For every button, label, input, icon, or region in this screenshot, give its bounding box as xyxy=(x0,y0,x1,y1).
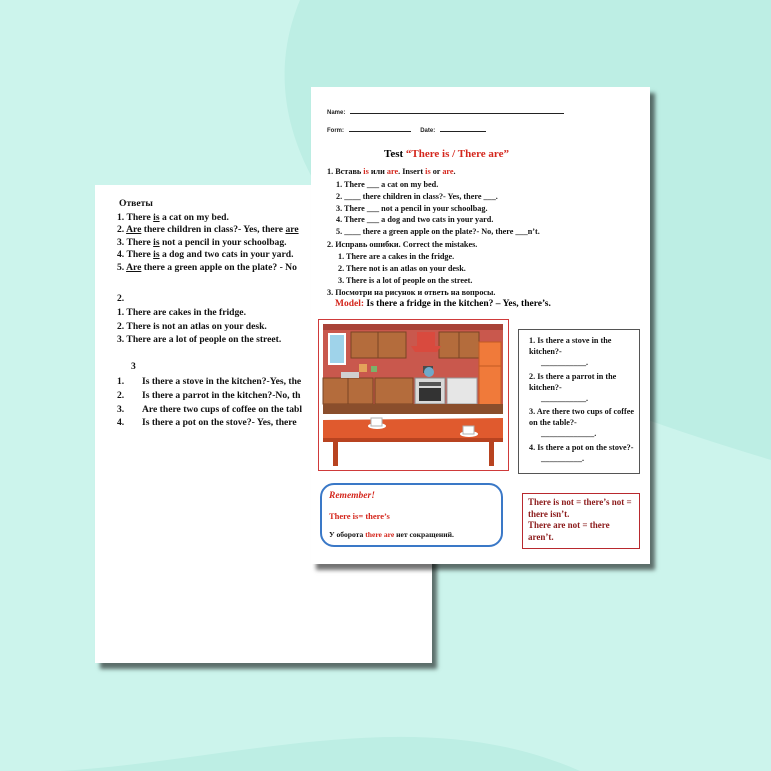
form-field-line[interactable] xyxy=(349,123,411,132)
name-field-line[interactable] xyxy=(350,105,564,114)
name-row xyxy=(327,99,564,118)
task1-item: 2. ____ there children in class?- Yes, there ___. xyxy=(336,191,498,201)
answer-3-1: 1. Is there a stove in the kitchen?-Yes, the xyxy=(117,376,302,387)
questions-box xyxy=(518,329,640,474)
remember-bubble xyxy=(320,483,503,547)
task1-title: 1. Вставь is или are. Insert is or are. xyxy=(327,167,456,176)
remember-rule: There is= there’s xyxy=(329,511,390,521)
answer-1-1: 1. There is a cat on my bed. xyxy=(117,212,229,223)
task1-item: 3. There ___ not a pencil in your schoolbag. xyxy=(336,203,488,213)
answer-3-3: 3. Are there two cups of coffee on the tabl xyxy=(117,403,303,415)
name-label: Name: xyxy=(327,110,346,116)
answer-1-2: 2. Are there children in class?- Yes, there are xyxy=(117,224,299,236)
answer-3-4: 4. Is there a pot on the stove?- Yes, there xyxy=(117,417,297,429)
form-date-row xyxy=(327,117,486,136)
task1-item: 1. There ___ a cat on my bed. xyxy=(336,180,439,189)
question-2: 2. Is there a parrot in the kitchen?- ___________. xyxy=(529,372,617,403)
task3-title: 3. Посмотри на рисунок и ответь на вопросы. xyxy=(327,288,496,297)
model-line: Model: Is there a fridge in the kitchen? – Yes, there’s. xyxy=(335,299,551,309)
task1-item: 4. There ___ a dog and two cats in your yard. xyxy=(336,215,494,225)
answers-part3 xyxy=(117,375,302,430)
question-4: 4. Is there a pot on the stove?- __________. xyxy=(529,443,634,463)
date-label: Date: xyxy=(420,128,436,134)
test-page xyxy=(311,87,650,564)
task2-title: 2. Исправь ошибки. Correct the mistakes. xyxy=(327,240,478,249)
remember-note: У оборота there are нет сокращений. xyxy=(329,530,454,539)
answers-part2 xyxy=(117,306,281,347)
contraction-rule-1: There is not = there’s not = there isn’t. xyxy=(528,497,632,519)
contractions-box xyxy=(522,493,640,549)
answers-part2-number: 2. xyxy=(117,293,125,304)
task2-item: 2. There not is an atlas on your desk. xyxy=(338,263,466,273)
remember-title: Remember! xyxy=(329,491,375,501)
answers-title: Ответы xyxy=(119,198,153,209)
contraction-rule-2: There are not = there aren’t. xyxy=(528,520,610,542)
task2-item: 3. There is a lot of people on the street. xyxy=(338,275,473,285)
date-field-line[interactable] xyxy=(440,123,486,132)
task2-item: 1. There are a cakes in the fridge. xyxy=(338,252,455,261)
answer-2-1: 1. There are cakes in the fridge. xyxy=(117,307,246,318)
answer-2-2: 2. There is not an atlas on your desk. xyxy=(117,320,267,332)
answer-2-3: 3. There are a lot of people on the street. xyxy=(117,334,282,346)
answer-1-3: 3. There is not a pencil in your schoolbag. xyxy=(117,236,287,248)
task1-items xyxy=(336,179,540,238)
answers-part3-number: 3 xyxy=(131,361,136,372)
question-1: 1. Is there a stove in the kitchen?- ___________. xyxy=(529,336,612,367)
test-title: Test “There is / There are” xyxy=(384,148,509,160)
answers-part1 xyxy=(117,212,299,274)
answer-1-5: 5. Are there a green apple on the plate? - No xyxy=(117,261,297,273)
task2-items xyxy=(338,251,472,286)
task1-item: 5. ____ there a green apple on the plate?- No, there ___n’t. xyxy=(336,227,540,237)
question-3: 3. Are there two cups of coffee on the table?- _____________. xyxy=(529,407,634,438)
form-label: Form: xyxy=(327,128,344,134)
answer-1-4: 4. There is a dog and two cats in your yard. xyxy=(117,249,294,261)
kitchen-picture-frame xyxy=(318,319,509,471)
kitchen-illustration xyxy=(319,320,507,469)
answer-3-2: 2. Is there a parrot in the kitchen?-No, th xyxy=(117,389,301,401)
